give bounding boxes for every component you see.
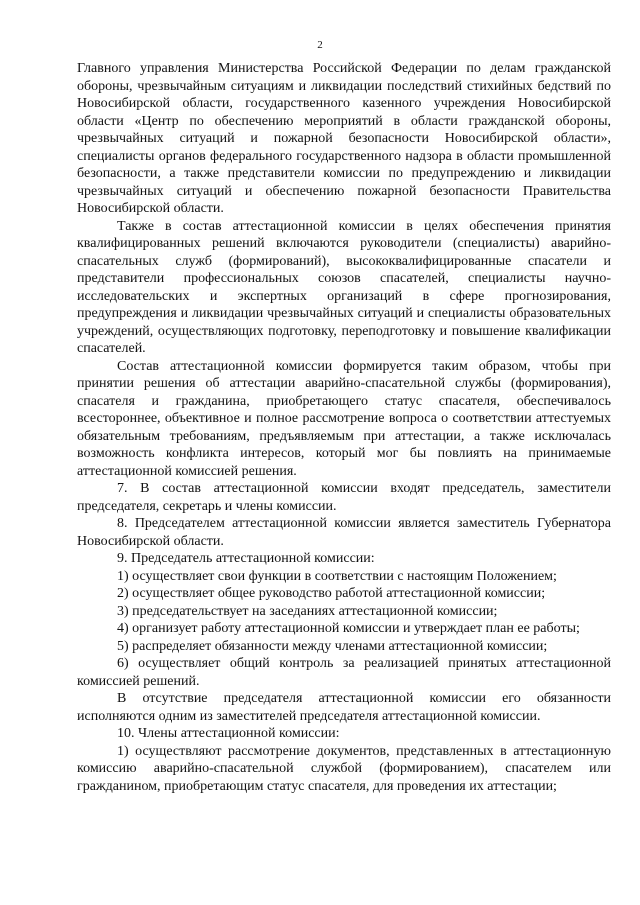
- list-item: 1) осуществляют рассмотрение документов, представленных в аттестационную комиссию аварийно-спасательной службой (формированием), спасателем или гражданином, приобретающим статус спасателя, для проведения их аттестации;: [77, 743, 611, 794]
- paragraph-clause-9: 9. Председатель аттестационной комиссии:: [117, 551, 375, 566]
- list-item: 3) председательствует на заседаниях аттестационной комиссии;: [117, 603, 498, 619]
- page-number: 2: [317, 39, 323, 51]
- list-item: 6) осуществляет общий контроль за реализацией принятых аттестационной комиссией решений.: [77, 656, 611, 689]
- list-item: 1) осуществляет свои функции в соответствии с настоящим Положением;: [117, 568, 557, 584]
- list-item: 4) организует работу аттестационной комиссии и утверждает план ее работы;: [117, 621, 580, 636]
- paragraph-composition-specialists: Также в состав аттестационной комиссии в целях обеспечения принятия квалифицированных решений включаются руководители (специалисты) аварийно-спасательных служб (формирований), высококвалифицированные спасатели и представители профессиональных союзов спасателей, специалисты научно-исследовательских и экспертных организаций в сфере прогнозирования, предупреждения и ликвидации чрезвычайных ситуаций и специалисты образовательных учреждений, осуществляющих подготовку, переподготовку и повышение квалификации спасателей.: [77, 218, 611, 356]
- paragraph-clause-8: 8. Председателем аттестационной комиссии является заместитель Губернатора Новосибирской области.: [77, 516, 611, 549]
- paragraph-clause-7: 7. В состав аттестационной комиссии входят председатель, заместители председателя, секретарь и члены комиссии.: [77, 481, 611, 514]
- paragraph-continuation: Главного управления Министерства Российской Федерации по делам гражданской обороны, чрезвычайным ситуациям и ликвидации последствий стихийных бедствий по Новосибирской области, государственного казенного учреждения Новосибирской области «Центр по обеспечению мероприятий в области гражданской обороны, чрезвычайных ситуаций и пожарной безопасности Новосибирской области», специалисты органов федерального государственного надзора в области промышленной безопасности, а также представители комиссии по предупреждению и ликвидации чрезвычайных ситуаций и обеспечению пожарной безопасности Правительства Новосибирской области.: [77, 61, 611, 216]
- paragraph-clause-10: 10. Члены аттестационной комиссии:: [117, 726, 340, 741]
- document-body: [77, 60, 611, 795]
- paragraph-composition-rules: Состав аттестационной комиссии формируется таким образом, чтобы при принятии решения об аттестации аварийно-спасательной службы (формирования), спасателя и гражданина, приобретающего статус спасателя, обеспечивалось всестороннее, объективное и полное рассмотрение вопроса о соответствии аттестуемых обязательным требованиям, предъявляемым при аттестации, а также исключалась возможность конфликта интересов, который мог бы повлиять на принимаемые аттестационной комиссией решения.: [77, 358, 611, 479]
- list-item: 5) распределяет обязанности между членами аттестационной комиссии;: [117, 638, 548, 654]
- paragraph-chair-absence: В отсутствие председателя аттестационной комиссии его обязанности исполняются одним из заместителей председателя аттестационной комиссии.: [77, 691, 611, 724]
- list-item: 2) осуществляет общее руководство работой аттестационной комиссии;: [117, 586, 546, 601]
